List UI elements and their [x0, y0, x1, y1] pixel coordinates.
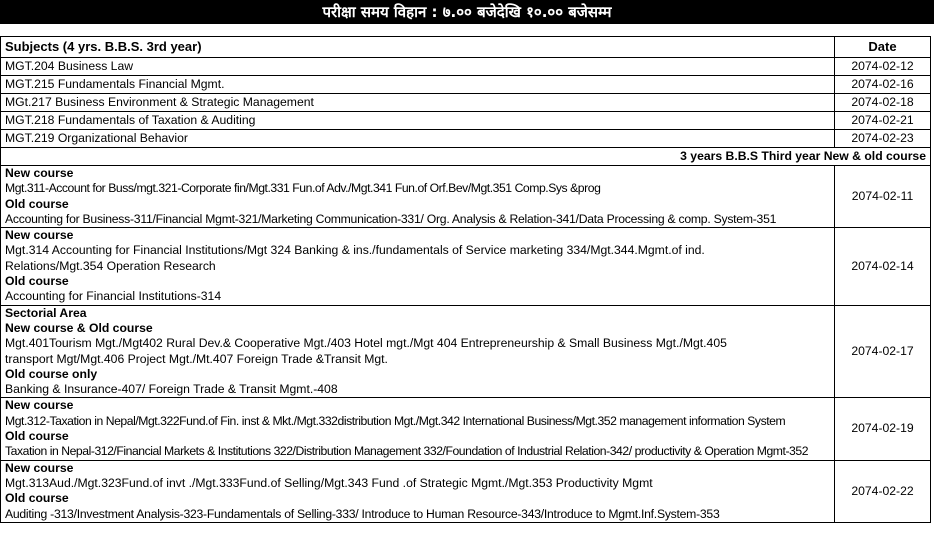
date-column-header: Date: [835, 37, 931, 58]
table-row: [1, 460, 931, 522]
subject-cell: MGT.215 Fundamentals Financial Mgmt.: [1, 76, 835, 94]
table-row: [1, 398, 931, 460]
old-course-subjects: Banking & Insurance-407/ Foreign Trade & Transit Mgmt.-408: [5, 382, 338, 397]
section-heading-row: [1, 148, 931, 166]
new-course-subjects: Mgt.314 Accounting for Financial Institutions/Mgt 324 Banking & ins./fundamentals of Service marketing 334/Mgt.344.Mgmt.of ind.: [5, 243, 705, 258]
exam-schedule-table: [0, 36, 931, 523]
subject-cell: MGT.218 Fundamentals of Taxation & Auditing: [1, 112, 835, 130]
old-course-subjects: Accounting for Financial Institutions-314: [5, 289, 222, 304]
new-course-subjects: Mgt.312-Taxation in Nepal/Mgt.322Fund.of Fin. inst & Mkt./Mgt.332distribution Mgt./Mgt.342 International Business/Mgt.352 management information System: [5, 413, 786, 428]
old-course-subjects: Taxation in Nepal-312/Financial Markets & Institutions 322/Distribution Management 332/Foundation of Industrial Relation-342/ productivity & Operation Mgmt-352: [5, 444, 809, 459]
course-block-cell: [1, 460, 835, 522]
old-course-subjects: Auditing -313/Investment Analysis-323-Fundamentals of Selling-333/ Introduce to Human Resource-343/Introduce to Mgmt.Inf.System-353: [5, 506, 720, 521]
date-cell: 2074-02-23: [835, 130, 931, 148]
section-heading: 3 years B.B.S Third year New & old course: [1, 148, 931, 166]
old-course-only-label: Old course only: [5, 366, 98, 381]
new-course-subjects: Mgt.313Aud./Mgt.323Fund.of invt ./Mgt.333Fund.of Selling/Mgt.343 Fund .of Strategic Mgmt./Mgt.353 Productivity Mgmt: [5, 475, 653, 490]
sectorial-subjects: Mgt.401Tourism Mgt./Mgt402 Rural Dev.& Cooperative Mgt./403 Hotel mgt./Mgt 404 Entrepreneurship & Small Business Mgt./Mgt.405: [5, 336, 727, 351]
course-block-cell: [1, 305, 835, 398]
table-row: [1, 130, 931, 148]
date-cell: 2074-02-16: [835, 76, 931, 94]
subject-cell: MGT.204 Business Law: [1, 58, 835, 76]
course-block-cell: [1, 398, 835, 460]
date-cell: 2074-02-21: [835, 112, 931, 130]
table-row: [1, 58, 931, 76]
sectorial-subjects-cont: transport Mgt/Mgt.406 Project Mgt./Mt.407 Foreign Trade &Transit Mgt.: [5, 351, 388, 366]
table-row: [1, 112, 931, 130]
course-block-cell: [1, 166, 835, 228]
date-cell: 2074-02-12: [835, 58, 931, 76]
date-cell: 2074-02-14: [835, 228, 931, 305]
new-course-subjects-cont: Relations/Mgt.354 Operation Research: [5, 258, 216, 273]
old-course-label: Old course: [5, 429, 69, 444]
old-course-subjects: Accounting for Business-311/Financial Mgmt-321/Marketing Communication-331/ Org. Analysis & Relation-341/Data Processing & comp. System-351: [5, 211, 777, 226]
old-course-label: Old course: [5, 196, 69, 211]
exam-time-banner: परीक्षा समय विहान : ७.०० बजेदेखि १०.०० बजेसम्म: [0, 0, 934, 24]
date-cell: 2074-02-17: [835, 305, 931, 398]
date-cell: 2074-02-18: [835, 94, 931, 112]
subjects-column-header: Subjects (4 yrs. B.B.S. 3rd year): [1, 37, 835, 58]
table-row: [1, 305, 931, 398]
new-course-label: New course: [5, 460, 74, 475]
new-course-label: New course: [5, 166, 74, 180]
table-row: [1, 94, 931, 112]
sectorial-area-label: Sectorial Area: [5, 305, 87, 320]
new-course-label: New course: [5, 398, 74, 413]
new-course-subjects: Mgt.311-Account for Buss/mgt.321-Corporate fin/Mgt.331 Fun.of Adv./Mgt.341 Fun.of Orf.Bev/Mgt.351 Comp.Sys &prog: [5, 181, 601, 196]
subject-cell: MGT.219 Organizational Behavior: [1, 130, 835, 148]
table-row: [1, 228, 931, 305]
date-cell: 2074-02-11: [835, 166, 931, 228]
new-course-label: New course: [5, 228, 74, 243]
subject-cell: MGt.217 Business Environment & Strategic Management: [1, 94, 835, 112]
table-header-row: [1, 37, 931, 58]
table-row: [1, 76, 931, 94]
date-cell: 2074-02-19: [835, 398, 931, 460]
table-row: [1, 166, 931, 228]
course-block-cell: [1, 228, 835, 305]
new-old-course-label: New course & Old course: [5, 320, 153, 335]
date-cell: 2074-02-22: [835, 460, 931, 522]
old-course-label: Old course: [5, 491, 69, 506]
old-course-label: Old course: [5, 274, 69, 289]
